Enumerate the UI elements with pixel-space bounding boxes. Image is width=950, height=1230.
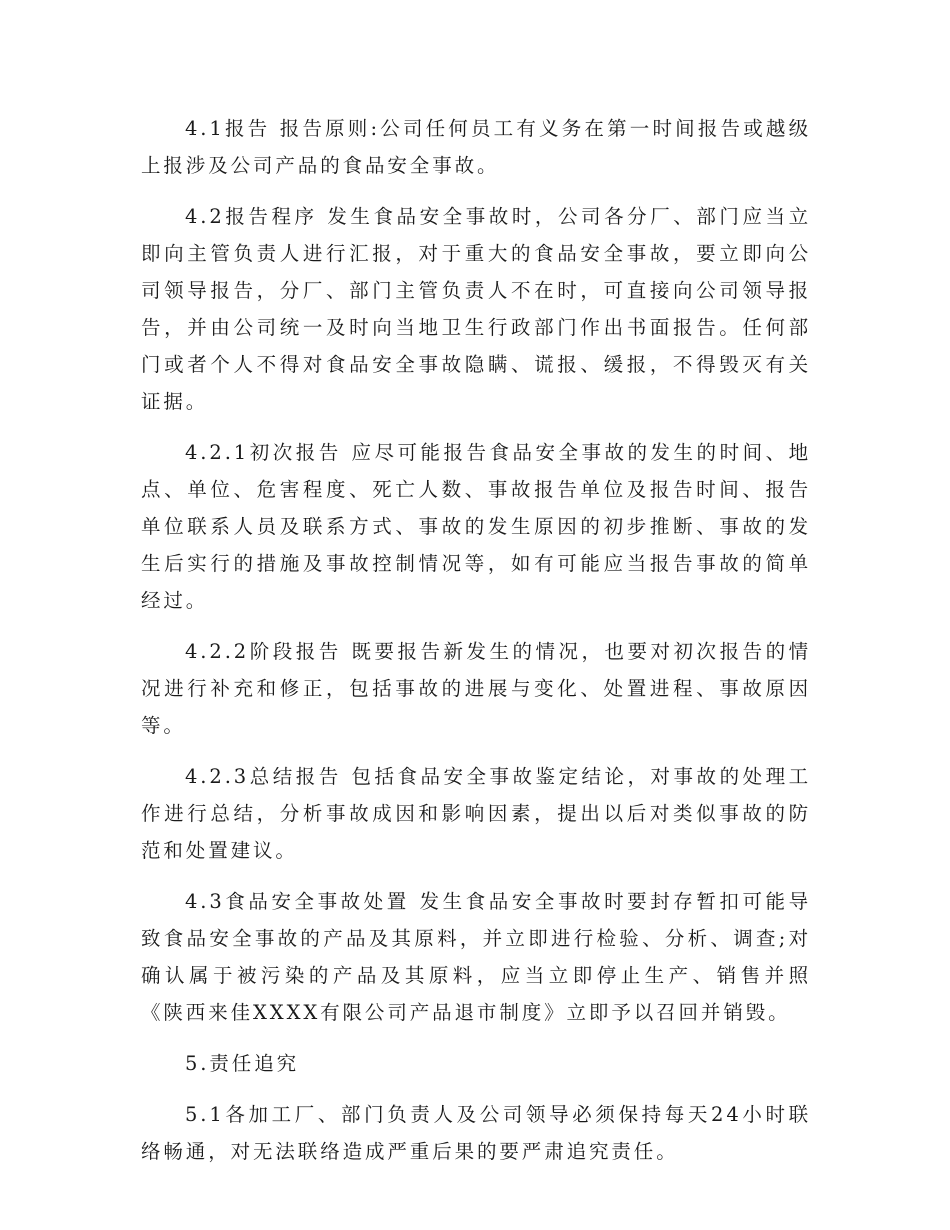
paragraph-4-2-report-procedure: 4.2报告程序 发生食品安全事故时，公司各分厂、部门应当立即向主管负责人进行汇报，对于重大的食品安全事故，要立即向公司领导报告，分厂、部门主管负责人不在时，可直接向公司领导报告，并由公司统一及时向当地卫生行政部门作出书面报告。任何部门或者个人不得对食品安全事故隐瞒、谎报、缓报，不得毁灭有关证据。 [141,205,811,413]
paragraph-4-2-1-initial-report: 4.2.1初次报告 应尽可能报告食品安全事故的发生的时间、地点、单位、危害程度、死亡人数、事故报告单位及报告时间、报告单位联系人员及联系方式、事故的发生原因的初步推断、事故的发生后实行的措施及事故控制情况等，如有可能应当报告事故的简单经过。 [141,441,811,612]
paragraph-4-2-2-stage-report: 4.2.2阶段报告 既要报告新发生的情况，也要对初次报告的情况进行补充和修正，包括事故的进展与变化、处置进程、事故原因等。 [141,640,811,737]
paragraph-4-2-3-summary-report: 4.2.3总结报告 包括食品安全事故鉴定结论，对事故的处理工作进行总结，分析事故成因和影响因素，提出以后对类似事故的防范和处置建议。 [141,765,811,862]
heading-5-accountability: 5.责任追究 [185,1052,300,1075]
paragraph-4-3-incident-handling: 4.3食品安全事故处置 发生食品安全事故时要封存暂扣可能导致食品安全事故的产品及其原料，并立即进行检验、分析、调查;对确认属于被污染的产品及其原料，应当立即停止生产、销售并照《陕西来佳XXXX有限公司产品退市制度》立即予以召回并销毁。 [141,890,811,1024]
paragraph-4-1-report: 4.1报告 报告原则:公司任何员工有义务在第一时间报告或越级上报涉及公司产品的食品安全事故。 [141,117,811,177]
paragraph-5-1-contact-duty: 5.1各加工厂、部门负责人及公司领导必须保持每天24小时联络畅通，对无法联络造成严重后果的要严肃追究责任。 [141,1103,811,1163]
document-body [141,110,811,1184]
